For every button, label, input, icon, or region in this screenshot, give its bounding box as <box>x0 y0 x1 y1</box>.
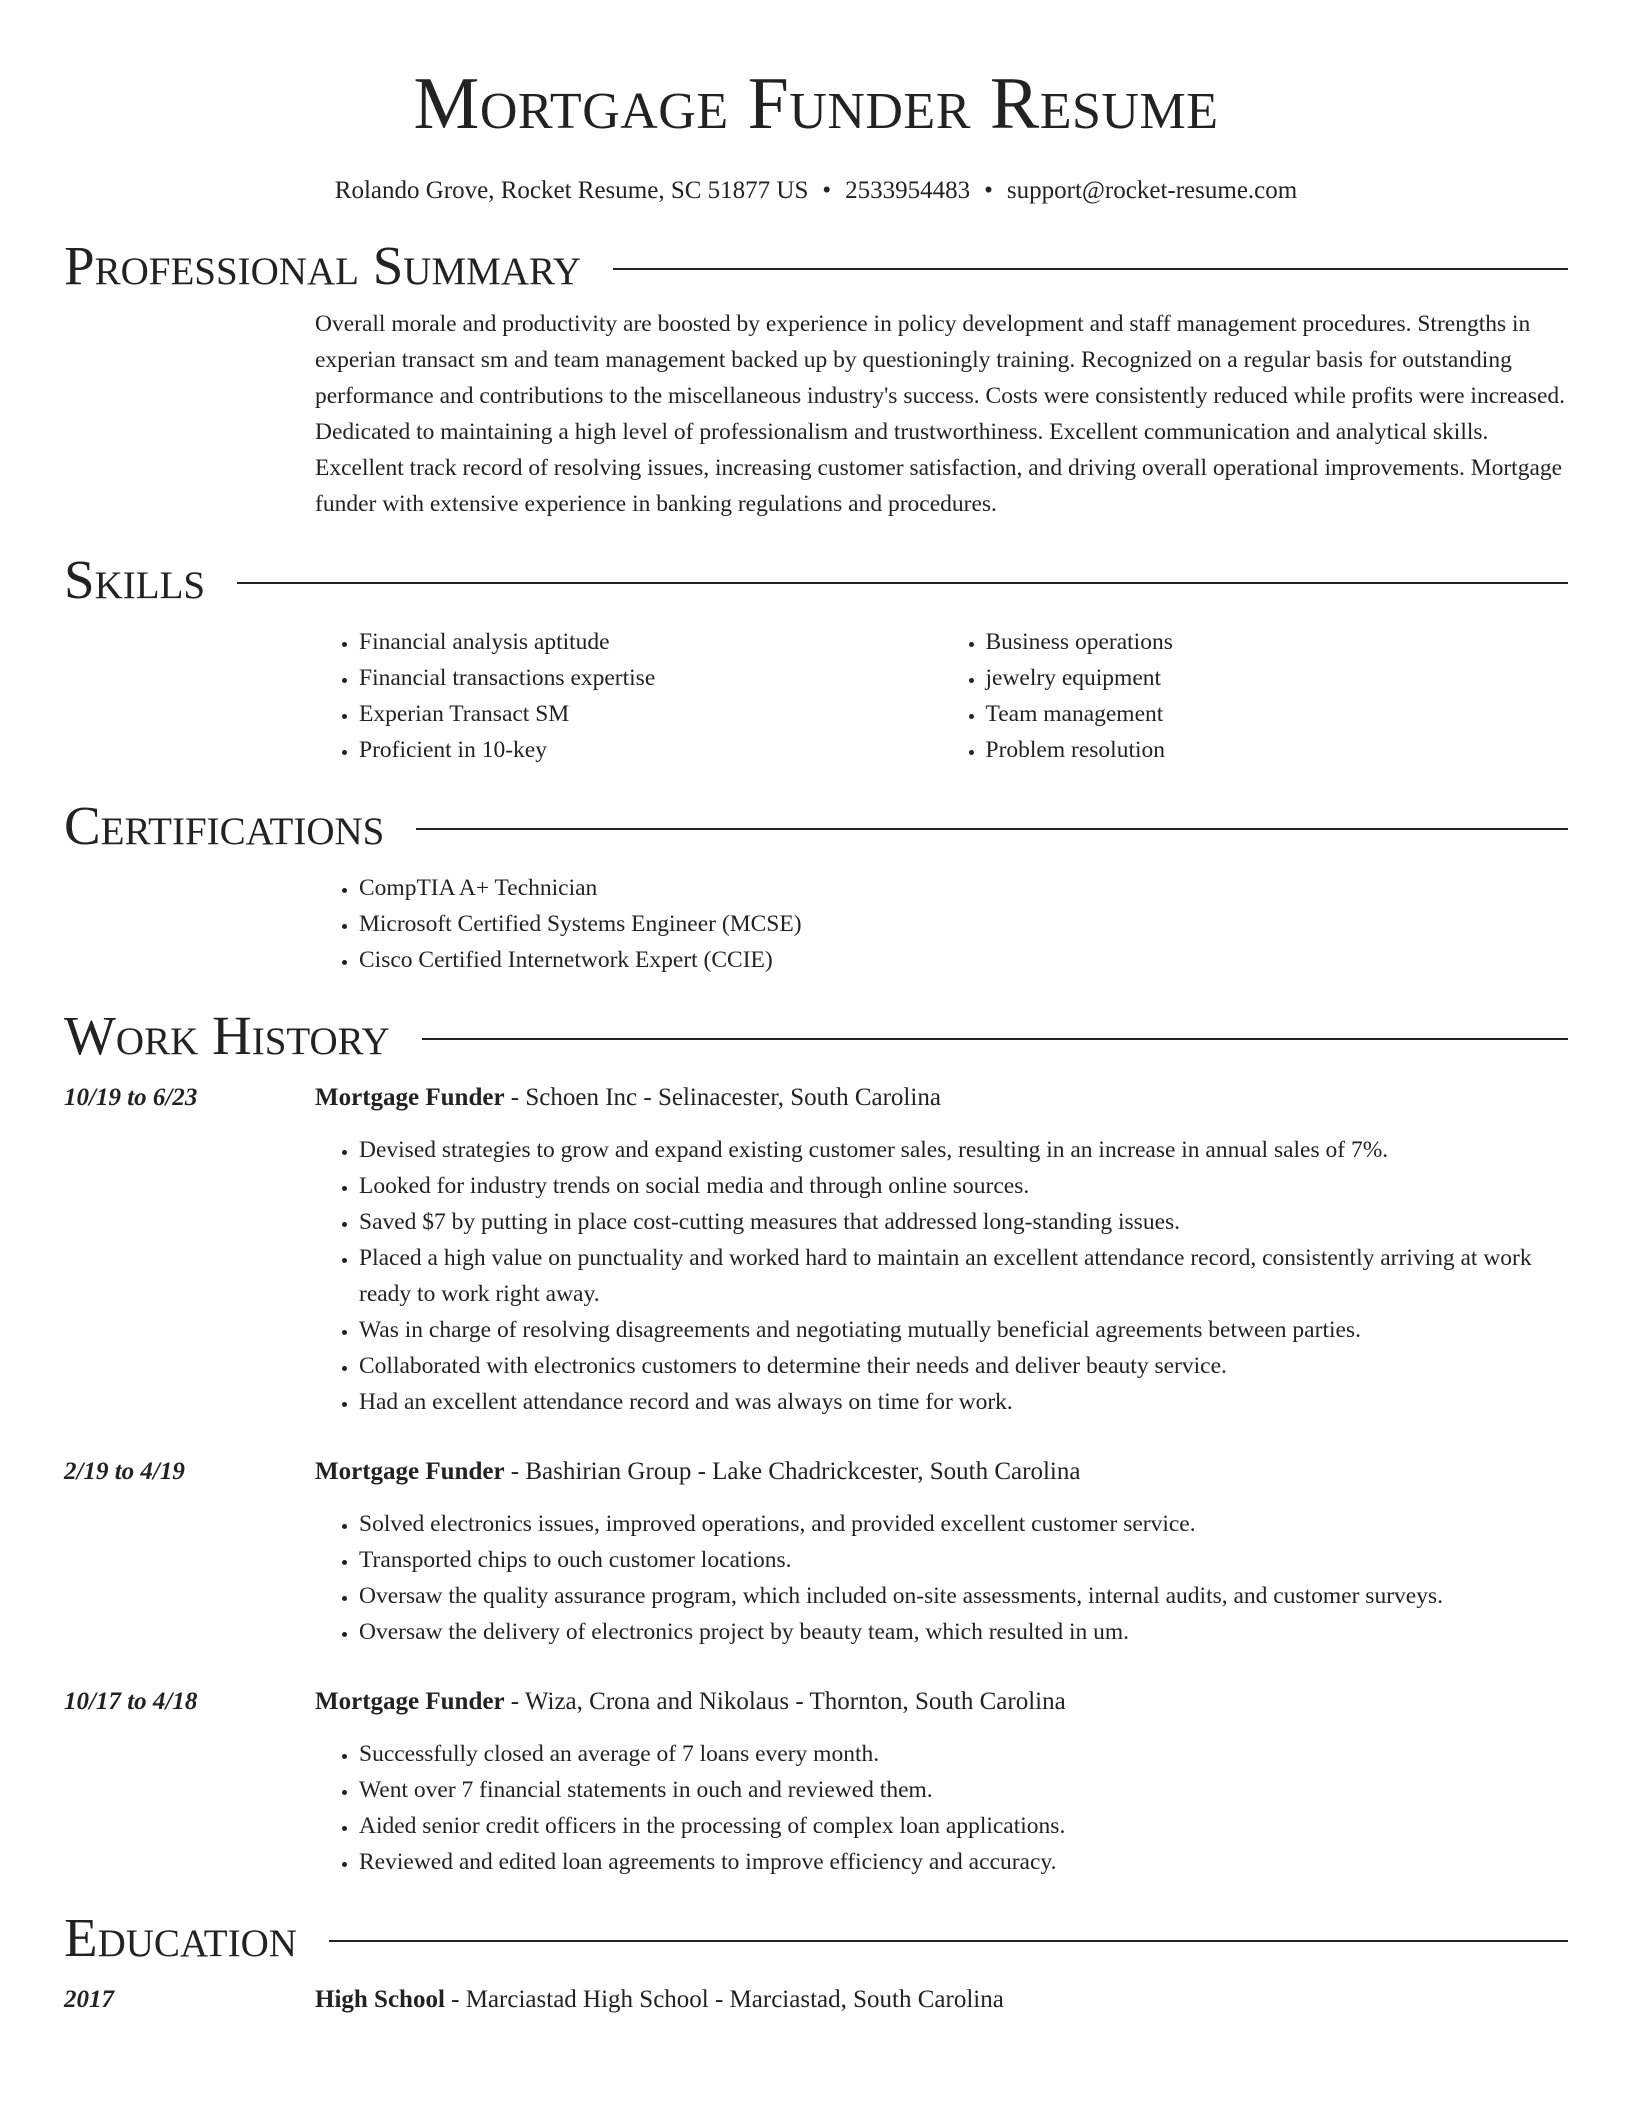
certification-item: • Microsoft Certified Systems Engineer (MCSE) <box>359 906 1568 942</box>
education-degree: High School <box>315 1986 445 2013</box>
job-title: Mortgage Funder <box>315 1458 505 1485</box>
contact-separator: • <box>822 177 832 204</box>
job-entry <box>64 1080 1568 1420</box>
job-header <box>64 1080 1568 1116</box>
job-header <box>64 1684 1568 1720</box>
resume-title: Mortgage Funder Resume <box>413 63 1219 145</box>
skill-item: • Team management <box>986 696 1569 732</box>
certification-item: • Cisco Certified Internetwork Expert (CCIE) <box>359 942 1568 978</box>
job-bullet: • Collaborated with electronics customers to determine their needs and deliver beauty service. <box>359 1348 1568 1384</box>
skills-columns <box>315 624 1568 768</box>
certifications-section <box>64 796 1568 978</box>
certifications-list <box>315 870 1568 978</box>
summary-header <box>64 236 1568 296</box>
job-line <box>315 1684 1066 1720</box>
job-bullet: • Oversaw the quality assurance program, which included on-site assessments, internal audits, and customer surveys. <box>359 1578 1568 1614</box>
skill-item: • Financial transactions expertise <box>359 660 942 696</box>
job-bullet: • Transported chips to ouch customer locations. <box>359 1542 1568 1578</box>
summary-heading: Professional Summary <box>64 235 582 296</box>
job-company-location: - Wiza, Crona and Nikolaus - Thornton, South Carolina <box>504 1688 1066 1715</box>
summary-text: Overall morale and productivity are boosted by experience in policy development and staff management procedures. Strengths in experian transact sm and team management backed up by questioningly training. Recognized on a regular basis for outstanding performance and contributions to the miscellaneous industry's success. Costs were consistently reduced while profits were increased. Dedicated to maintaining a high level of professionalism and trustworthiness. Excellent communication and analytical skills. Excellent track record of resolving issues, increasing customer satisfaction, and driving overall operational improvements. Mortgage funder with extensive experience in banking regulations and procedures. <box>315 311 1566 517</box>
education-year: 2017 <box>64 1986 114 2013</box>
job-header <box>64 1454 1568 1490</box>
work-history-heading: Work History <box>64 1005 390 1066</box>
job-bullet: • Successfully closed an average of 7 loans every month. <box>359 1736 1568 1772</box>
certifications-heading: Certifications <box>64 795 385 856</box>
contact-line <box>64 174 1568 208</box>
job-bullet: • Went over 7 financial statements in ouch and reviewed them. <box>359 1772 1568 1808</box>
job-dates: 10/17 to 4/18 <box>64 1688 198 1715</box>
certifications-header <box>64 796 1568 856</box>
job-entry <box>64 1684 1568 1880</box>
job-bullet: • Aided senior credit officers in the processing of complex loan applications. <box>359 1808 1568 1844</box>
skills-list-right <box>942 624 1569 768</box>
section-divider <box>422 1038 1568 1040</box>
skills-list-left <box>315 624 942 768</box>
job-line <box>315 1454 1080 1490</box>
summary-section <box>64 236 1568 522</box>
section-divider <box>613 268 1568 270</box>
job-bullet: • Had an excellent attendance record and was always on time for work. <box>359 1384 1568 1420</box>
section-divider <box>237 582 1568 584</box>
job-bullet: • Oversaw the delivery of electronics project by beauty team, which resulted in um. <box>359 1614 1568 1650</box>
job-company-location: - Bashirian Group - Lake Chadrickcester, South Carolina <box>504 1458 1081 1485</box>
skill-item: • Experian Transact SM <box>359 696 942 732</box>
job-line <box>315 1080 941 1116</box>
education-entry <box>64 1982 1568 2018</box>
skill-item: • Proficient in 10-key <box>359 732 942 768</box>
job-dates: 10/19 to 6/23 <box>64 1084 198 1111</box>
skill-item: • Business operations <box>986 624 1569 660</box>
contact-separator: • <box>984 177 993 204</box>
skill-item: • Problem resolution <box>986 732 1569 768</box>
education-school-location: - Marciastad High School - Marciastad, South Carolina <box>444 1986 1004 2013</box>
section-divider <box>416 828 1568 830</box>
education-heading: Education <box>64 1907 297 1968</box>
skills-header <box>64 550 1568 610</box>
job-bullets <box>315 1736 1568 1880</box>
job-title: Mortgage Funder <box>315 1688 505 1715</box>
job-dates: 2/19 to 4/19 <box>64 1458 185 1485</box>
work-history-header <box>64 1006 1568 1066</box>
skill-item: • Financial analysis aptitude <box>359 624 942 660</box>
skill-item: • jewelry equipment <box>986 660 1569 696</box>
skills-section <box>64 550 1568 768</box>
job-bullet: • Solved electronics issues, improved operations, and provided excellent customer service. <box>359 1506 1568 1542</box>
job-bullet: • Saved $7 by putting in place cost-cutting measures that addressed long-standing issues. <box>359 1204 1568 1240</box>
job-bullet: • Placed a high value on punctuality and worked hard to maintain an excellent attendance record, consistently arriving at work ready to work right away. <box>359 1240 1568 1312</box>
job-title: Mortgage Funder <box>315 1084 505 1111</box>
section-divider <box>329 1940 1568 1942</box>
contact-email: support@rocket-resume.com <box>1006 177 1298 204</box>
contact-address: Rolando Grove, Rocket Resume, SC 51877 US <box>334 177 809 204</box>
education-line <box>315 1982 1004 2018</box>
job-company-location: - Schoen Inc - Selinacester, South Carolina <box>504 1084 941 1111</box>
contact-phone: 2533954483 <box>845 177 971 204</box>
job-bullet: • Looked for industry trends on social media and through online sources. <box>359 1168 1568 1204</box>
education-header <box>64 1908 1568 1968</box>
work-history-section <box>64 1006 1568 1880</box>
certification-item: • CompTIA A+ Technician <box>359 870 1568 906</box>
job-bullets <box>315 1506 1568 1650</box>
job-bullet: • Was in charge of resolving disagreements and negotiating mutually beneficial agreements between parties. <box>359 1312 1568 1348</box>
job-bullet: • Reviewed and edited loan agreements to improve efficiency and accuracy. <box>359 1844 1568 1880</box>
job-entry <box>64 1454 1568 1650</box>
education-section <box>64 1908 1568 2018</box>
job-bullet: • Devised strategies to grow and expand existing customer sales, resulting in an increase in annual sales of 7%. <box>359 1132 1568 1168</box>
skills-heading: Skills <box>64 549 206 610</box>
job-bullets <box>315 1132 1568 1420</box>
